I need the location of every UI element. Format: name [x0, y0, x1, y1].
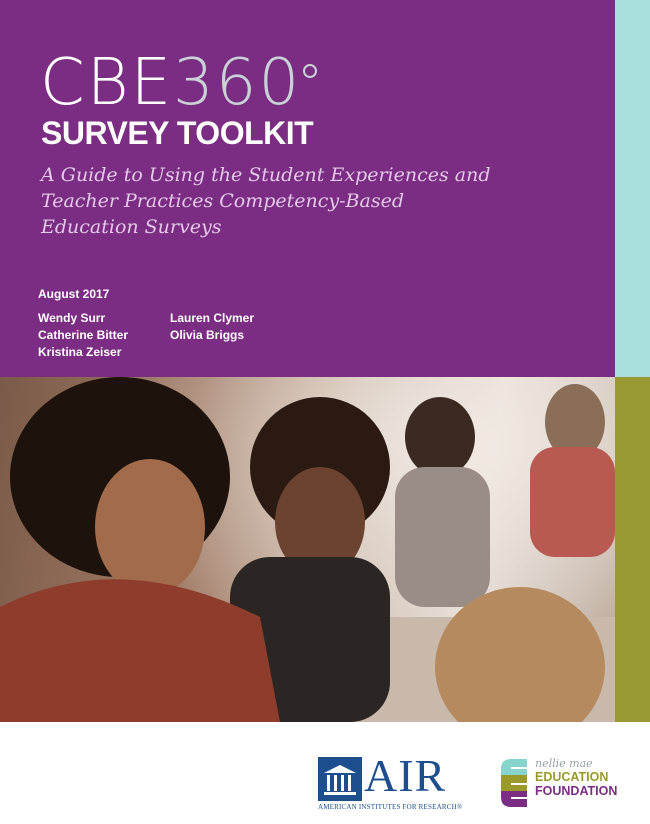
author: Catherine Bitter — [38, 328, 129, 342]
air-logo — [318, 750, 468, 811]
nellie-mae-text — [535, 757, 645, 798]
subtitle: SURVEY TOOLKIT — [41, 115, 314, 151]
logo-letters: CBE — [40, 46, 174, 120]
nellie-mae-foundation: FOUNDATION — [535, 784, 618, 798]
air-caption: AMERICAN INSTITUTES FOR RESEARCH® — [318, 803, 463, 811]
students-photo-illustration — [0, 377, 615, 722]
air-wordmark: AIR — [364, 750, 447, 801]
cover-header — [0, 0, 615, 377]
side-stripe-olive — [615, 377, 650, 722]
air-emblem-icon — [318, 757, 362, 801]
author: Olivia Briggs — [170, 328, 245, 342]
author-list — [38, 310, 298, 360]
nellie-mae-name: nellie mae — [535, 757, 593, 770]
nellie-mae-emblem-icon — [497, 755, 531, 811]
author: Wendy Surr — [38, 311, 106, 325]
guide-title: A Guide to Using the Student Experiences and Teacher Practices Competency-Based Education Surveys — [41, 164, 491, 238]
author: Lauren Clymer — [170, 311, 255, 325]
cover-photo — [0, 377, 615, 722]
degree-ring-icon — [303, 64, 317, 78]
publication-date: August 2017 — [38, 287, 110, 301]
nellie-mae-logo — [497, 753, 637, 813]
side-stripe-teal — [615, 0, 650, 377]
cbe360-logo — [40, 46, 317, 120]
logo-number: 360 — [173, 46, 302, 120]
author: Kristina Zeiser — [38, 345, 122, 359]
nellie-mae-education: EDUCATION — [535, 770, 609, 784]
